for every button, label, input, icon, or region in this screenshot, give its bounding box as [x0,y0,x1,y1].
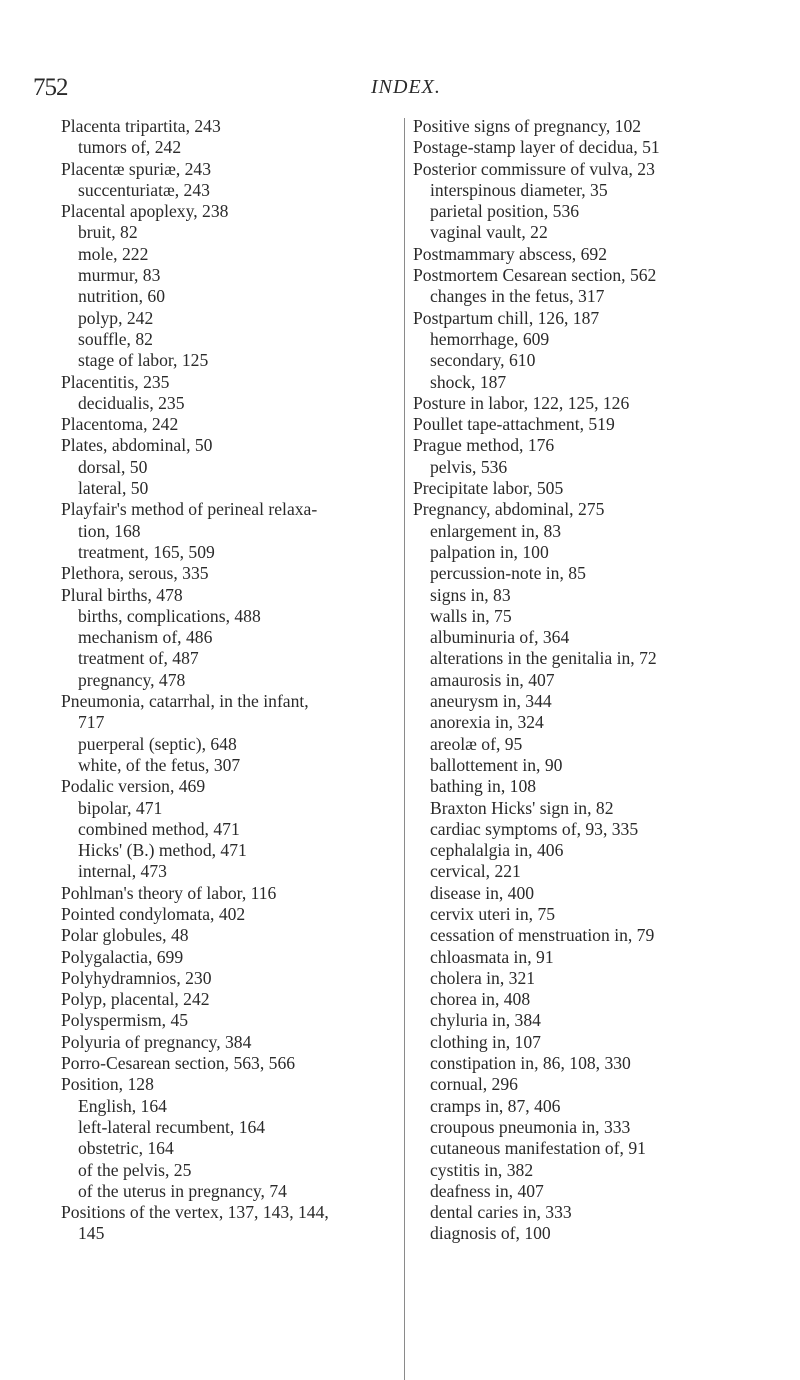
index-subentry: obstetric, 164 [78,1138,174,1159]
index-subentry: disease in, 400 [430,882,535,903]
index-subentry: enlargement in, 83 [430,520,562,541]
index-entry: Poullet tape-attachment, 519 [413,414,615,435]
index-subentry: cardiac symptoms of, 93, 335 [430,818,639,839]
index-subentry: diagnosis of, 100 [430,1223,551,1244]
index-subentry: dorsal, 50 [78,456,148,477]
index-subentry: treatment of, 487 [78,648,199,669]
index-subentry: clothing in, 107 [430,1031,541,1052]
index-entry: Pregnancy, abdominal, 275 [413,499,605,520]
index-subentry: internal, 473 [78,861,167,882]
index-subentry: signs in, 83 [430,584,511,605]
index-column-right [413,116,778,1245]
index-entry: Placentitis, 235 [61,371,170,392]
index-subentry: mole, 222 [78,243,149,264]
index-subentry: combined method, 471 [78,818,240,839]
index-subentry: English, 164 [78,1095,167,1116]
index-subentry: cystitis in, 382 [430,1159,534,1180]
index-subentry: shock, 187 [430,371,507,392]
index-subentry: cephalalgia in, 406 [430,840,564,861]
index-subentry: murmur, 83 [78,265,161,286]
index-entry: Polygalactia, 699 [61,946,184,967]
index-entry: Positive signs of pregnancy, 102 [413,116,642,136]
index-entry: Posture in labor, 122, 125, 126 [413,392,630,413]
index-subentry: secondary, 610 [430,350,536,371]
index-subentry: chyluria in, 384 [430,1010,541,1031]
index-subentry: souffle, 82 [78,328,153,349]
index-subentry: bruit, 82 [78,222,138,243]
index-entry: Pohlman's theory of labor, 116 [61,882,277,903]
index-subentry: changes in the fetus, 317 [430,286,605,307]
index-subentry: bathing in, 108 [430,776,537,797]
index-entry: Polyhydramnios, 230 [61,967,212,988]
index-subentry: polyp, 242 [78,307,154,328]
index-subentry: cornual, 296 [430,1074,518,1095]
index-subentry: dental caries in, 333 [430,1202,572,1223]
index-subentry: lateral, 50 [78,478,149,499]
index-subentry: nutrition, 60 [78,286,165,307]
index-subentry: cholera in, 321 [430,967,536,988]
index-subentry: mechanism of, 486 [78,627,213,648]
index-subentry: vaginal vault, 22 [430,222,548,243]
index-entry: Postpartum chill, 126, 187 [413,307,600,328]
index-subentry: left-lateral recumbent, 164 [78,1116,266,1137]
index-subentry: chloasmata in, 91 [430,946,554,967]
column-divider [404,118,405,1380]
index-entry: Precipitate labor, 505 [413,478,564,499]
index-subentry: succenturiatæ, 243 [78,179,210,200]
index-entry: Polyuria of pregnancy, 384 [61,1031,252,1052]
index-entry: Podalic version, 469 [61,776,206,797]
page-header [33,74,763,104]
index-entry: Postage-stamp layer of decidua, 51 [413,137,660,158]
index-entry: Polyp, placental, 242 [61,989,210,1010]
index-subentry: Hicks' (B.) method, 471 [78,840,247,861]
index-subentry: pregnancy, 478 [78,669,186,690]
index-subentry: amaurosis in, 407 [430,669,555,690]
index-subentry: deafness in, 407 [430,1180,544,1201]
index-entry: Plethora, serous, 335 [61,563,209,584]
index-subentry: tumors of, 242 [78,137,182,158]
index-subentry: 717 [78,712,105,733]
index-column-left [61,116,401,1245]
index-subentry: pelvis, 536 [430,456,508,477]
index-entry: Postmortem Cesarean section, 562 [413,265,657,286]
page-number: 752 [33,74,68,101]
index-entry: Polar globules, 48 [61,925,189,946]
index-subentry: cutaneous manifestation of, 91 [430,1138,646,1159]
index-entry: Prague method, 176 [413,435,555,456]
index-subentry: albuminuria of, 364 [430,627,570,648]
index-subentry: 145 [78,1223,105,1244]
index-subentry: chorea in, 408 [430,989,531,1010]
index-subentry: births, complications, 488 [78,605,261,626]
index-entry: Pneumonia, catarrhal, in the infant, [61,691,309,712]
index-subentry: anorexia in, 324 [430,712,544,733]
index-subentry: cervical, 221 [430,861,521,882]
index-entry: Positions of the vertex, 137, 143, 144, [61,1202,329,1223]
index-entry: Playfair's method of perineal relaxa- [61,499,318,520]
index-entry: Postmammary abscess, 692 [413,243,607,264]
index-subentry: ballottement in, 90 [430,754,563,775]
index-subentry: aneurysm in, 344 [430,691,552,712]
index-subentry: Braxton Hicks' sign in, 82 [430,797,614,818]
index-subentry: bipolar, 471 [78,797,163,818]
index-subentry: alterations in the genitalia in, 72 [430,648,657,669]
index-entry: Plural births, 478 [61,584,183,605]
index-subentry: stage of labor, 125 [78,350,209,371]
index-entry: Pointed condylomata, 402 [61,903,246,924]
index-subentry: parietal position, 536 [430,201,580,222]
index-entry: Placental apoplexy, 238 [61,201,229,222]
index-subentry: palpation in, 100 [430,541,549,562]
index-subentry: decidualis, 235 [78,392,185,413]
index-subentry: treatment, 165, 509 [78,541,215,562]
index-entry: Polyspermism, 45 [61,1010,189,1031]
index-entry: Plates, abdominal, 50 [61,435,213,456]
index-subentry: constipation in, 86, 108, 330 [430,1053,631,1074]
running-title: INDEX. [371,76,441,98]
index-subentry: of the pelvis, 25 [78,1159,192,1180]
index-subentry: cervix uteri in, 75 [430,903,556,924]
index-subentry: cramps in, 87, 406 [430,1095,561,1116]
index-subentry: areolæ of, 95 [430,733,523,754]
index-subentry: hemorrhage, 609 [430,328,550,349]
index-subentry: white, of the fetus, 307 [78,754,241,775]
index-subentry: interspinous diameter, 35 [430,179,608,200]
index-subentry: croupous pneumonia in, 333 [430,1116,631,1137]
index-subentry: walls in, 75 [430,605,512,626]
index-subentry: of the uterus in pregnancy, 74 [78,1180,287,1201]
index-subentry: percussion-note in, 85 [430,563,586,584]
index-entry: Posterior commissure of vulva, 23 [413,158,655,179]
index-entry: Placentoma, 242 [61,414,179,435]
index-entry: Placentæ spuriæ, 243 [61,158,212,179]
index-entry: Position, 128 [61,1074,154,1095]
index-subentry: puerperal (septic), 648 [78,733,237,754]
index-entry: Porro-Cesarean section, 563, 566 [61,1053,296,1074]
index-subentry: tion, 168 [78,520,141,541]
index-subentry: cessation of menstruation in, 79 [430,925,655,946]
index-entry: Placenta tripartita, 243 [61,116,221,136]
